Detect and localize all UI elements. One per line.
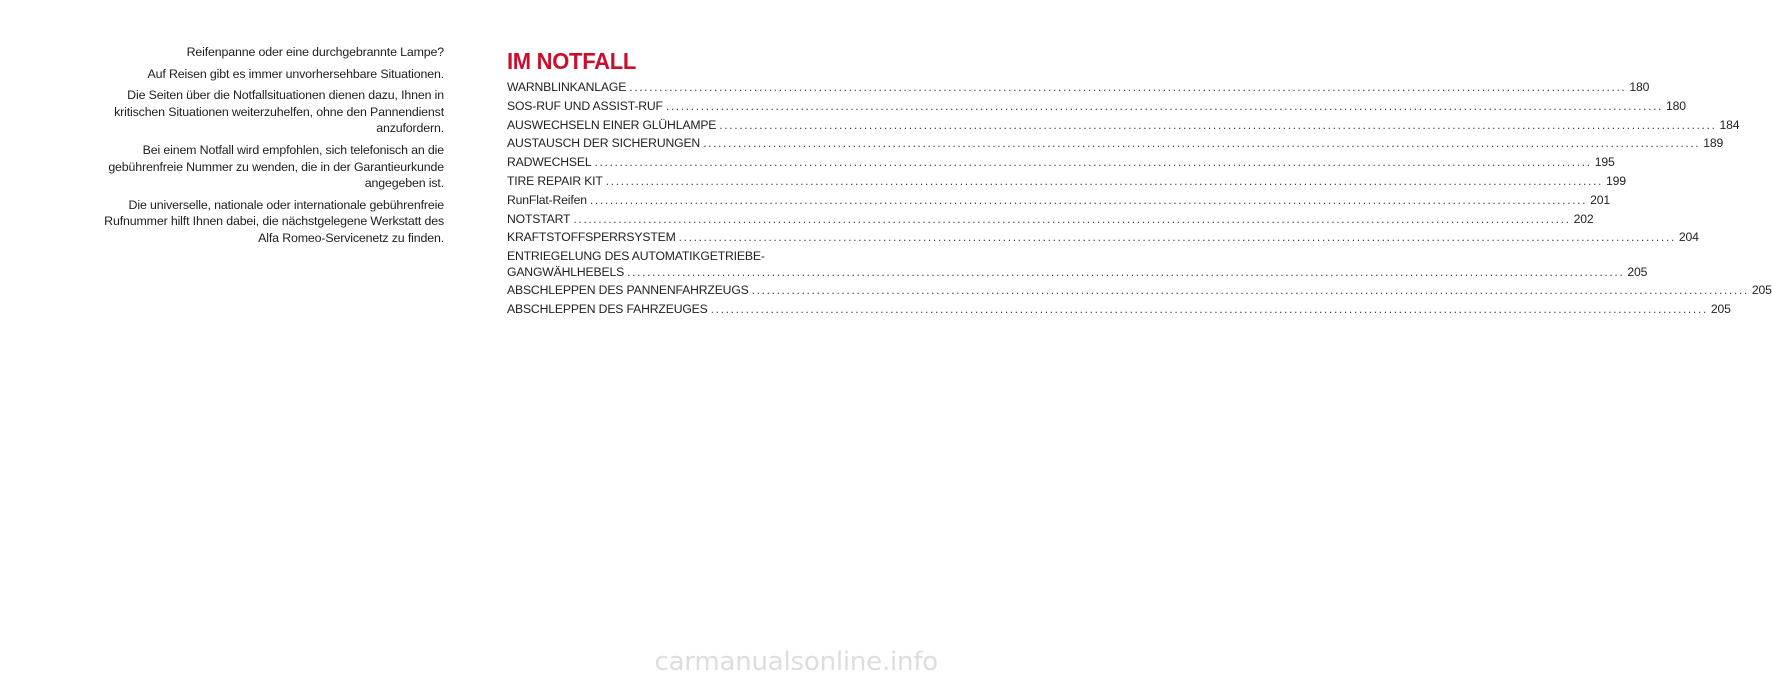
intro-paragraph: Die universelle, nationale oder internationale gebührenfreie Rufnummer hilft Ihnen dabei, die nächstgelegene Werkstatt des Alfa Romeo-Servicenetz zu finden. <box>104 197 444 245</box>
toc-entry-title: KRAFTSTOFFSPERRSYSTEM <box>507 230 676 245</box>
toc-entry-page: 205 <box>1751 283 1772 298</box>
toc-entry-page: 204 <box>1678 230 1699 245</box>
intro-paragraph: Reifenpanne oder eine durchgebrannte Lampe? <box>186 45 444 59</box>
toc-entry-title: SOS-RUF UND ASSIST-RUF <box>507 98 663 113</box>
toc-entry[interactable] <box>507 173 1626 189</box>
toc-entry[interactable] <box>507 155 1615 170</box>
dot-leader: ........................................................................................................................................................................................................ <box>710 302 1708 317</box>
intro-paragraph: Bei einem Notfall wird empfohlen, sich telefonisch an die gebührenfreie Nummer zu wenden, die in der Garantieurkunde angegeben ist. <box>108 142 444 191</box>
toc-entry-page: 205 <box>1627 264 1648 279</box>
toc-entry[interactable] <box>507 98 1686 114</box>
toc-entry-title-line2: GANGWÄHLHEBELS <box>507 264 625 279</box>
dot-leader: ........................................................................................................................................................................................................ <box>605 173 1603 188</box>
intro-paragraph: Auf Reisen gibt es immer unvorhersehbare Situationen. <box>147 66 444 81</box>
toc-entry-page: 199 <box>1605 173 1626 188</box>
toc-entry-title: NOTSTART <box>507 211 571 226</box>
watermark: carmanualsonline.info <box>654 647 938 677</box>
dot-leader: ........................................................................................................................................................................................................ <box>629 80 1627 94</box>
toc-entry[interactable] <box>507 283 1772 298</box>
toc-entry[interactable] <box>507 249 1648 280</box>
toc-entry[interactable] <box>507 136 1724 151</box>
toc-entry[interactable] <box>507 302 1731 317</box>
toc-entry-title: WARNBLINKANLAGE <box>507 80 627 94</box>
toc-entry-page: 184 <box>1719 117 1740 132</box>
toc-entry-title-block <box>507 249 1648 280</box>
toc-entry-page: 201 <box>1590 192 1610 207</box>
dot-leader: ........................................................................................................................................................................................................ <box>665 98 1664 113</box>
section-heading: IM NOTFALL <box>507 48 636 75</box>
toc-entry-title: ABSCHLEPPEN DES FAHRZEUGES <box>507 302 708 317</box>
dot-leader: ........................................................................................................................................................................................................ <box>573 211 1571 226</box>
toc-entry-title: RunFlat-Reifen <box>507 192 587 207</box>
dot-leader: ........................................................................................................................................................................................................ <box>719 117 1717 132</box>
toc-entry-title: TIRE REPAIR KIT <box>507 173 603 188</box>
toc-entry-title: AUSTAUSCH DER SICHERUNGEN <box>507 136 701 151</box>
toc-entry-page: 202 <box>1573 211 1594 226</box>
dot-leader: ........................................................................................................................................................................................................ <box>751 283 1749 298</box>
toc-entry[interactable] <box>507 80 1650 95</box>
toc-entry[interactable] <box>507 211 1594 227</box>
toc-entry[interactable] <box>507 117 1740 133</box>
toc-entry-title: AUSWECHSELN EINER GLÜHLAMPE <box>507 117 717 132</box>
dot-leader: ........................................................................................................................................................................................................ <box>594 155 1592 170</box>
toc-entry[interactable] <box>507 192 1610 208</box>
intro-paragraph: Die Seiten über die Notfallsituationen dienen dazu, Ihnen in kritischen Situationen weiterzuhelfen, ohne den Pannendienst anzufordern. <box>114 88 444 136</box>
toc-entry-title: ABSCHLEPPEN DES PANNENFAHRZEUGS <box>507 283 749 298</box>
toc-entry-page: 189 <box>1703 136 1724 151</box>
dot-leader: ........................................................................................................................................................................................................ <box>589 192 1588 207</box>
toc-entry-page: 180 <box>1666 98 1686 113</box>
toc-entry-page: 180 <box>1629 80 1650 94</box>
toc-entry-page: 205 <box>1710 302 1731 317</box>
toc-entry[interactable] <box>507 230 1699 245</box>
table-of-contents <box>507 48 1772 321</box>
dot-leader: ........................................................................................................................................................................................................ <box>703 136 1701 151</box>
toc-entry-page: 195 <box>1594 155 1615 170</box>
toc-entry-line2 <box>507 264 1648 280</box>
toc-entry-title-line1: ENTRIEGELUNG DES AUTOMATIKGETRIEBE- <box>507 249 765 264</box>
intro-text <box>96 44 444 252</box>
dot-leader: ........................................................................................................................................................................................................ <box>678 230 1676 245</box>
toc-entry-title: RADWECHSEL <box>507 155 592 170</box>
dot-leader: ........................................................................................................................................................................................................ <box>627 264 1625 279</box>
